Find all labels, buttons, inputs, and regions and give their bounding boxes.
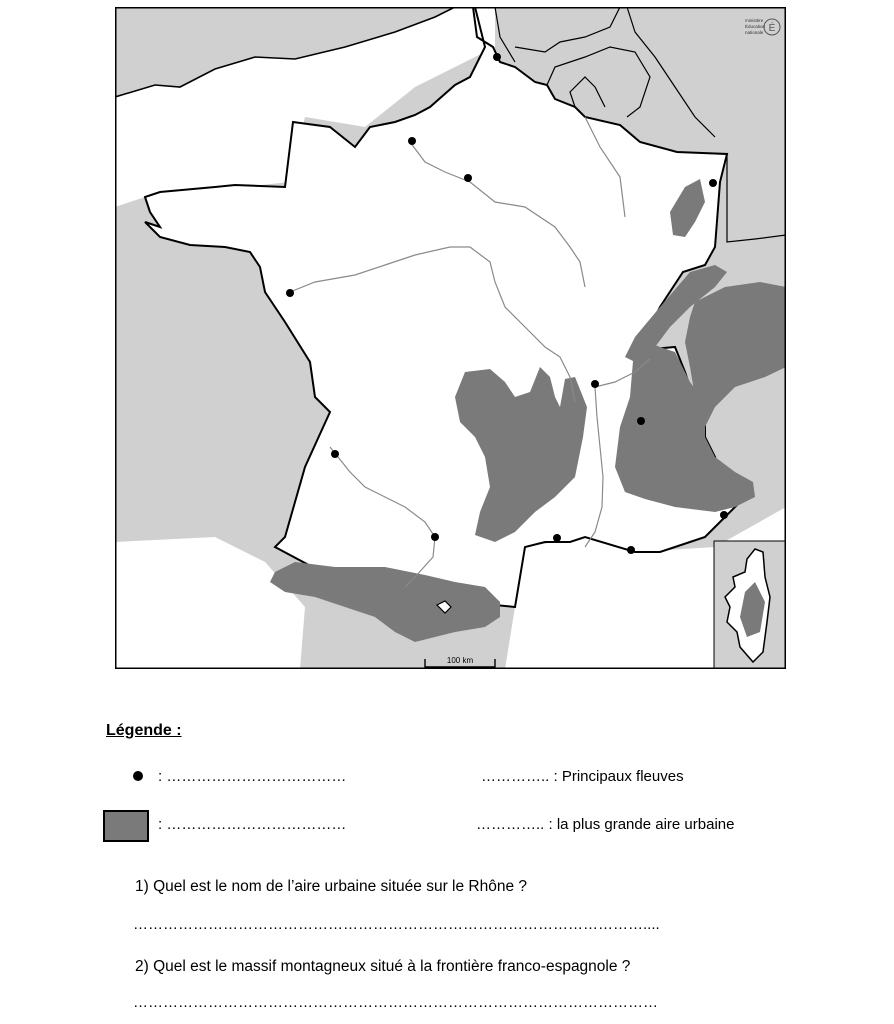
corsica-inset bbox=[714, 541, 786, 669]
city-dot-bordeaux bbox=[331, 450, 339, 458]
legend-rivers-entry: ………….. : Principaux fleuves bbox=[481, 768, 684, 785]
scale-label: 100 km bbox=[446, 656, 474, 665]
legend-dot-blank: : ……………………………… bbox=[158, 768, 347, 785]
city-dot-rouen bbox=[408, 137, 416, 145]
city-dot-nice bbox=[720, 511, 728, 519]
question-2: 2) Quel est le massif montagneux situé à la frontière franco-espagnole ? bbox=[135, 958, 631, 975]
city-dot-toulouse bbox=[431, 533, 439, 541]
city-dot-marseille bbox=[627, 546, 635, 554]
urban-area-swatch-icon bbox=[103, 810, 149, 842]
city-dot-grenoble bbox=[637, 417, 645, 425]
answer-line-1[interactable]: ………………………………………………………………………………………….... bbox=[133, 916, 660, 933]
city-dot-lyon bbox=[591, 380, 599, 388]
svg-text:Éducation: Éducation bbox=[745, 24, 766, 29]
legend-urban-entry: ………….. : la plus grande aire urbaine bbox=[476, 816, 735, 833]
svg-text:ministère: ministère bbox=[745, 18, 764, 23]
city-dot-montpellier bbox=[553, 534, 561, 542]
city-dot-nantes bbox=[286, 289, 294, 297]
city-dot-strasbourg bbox=[709, 179, 717, 187]
question-1: 1) Quel est le nom de l’aire urbaine située sur le Rhône ? bbox=[135, 878, 528, 895]
france-outline-map bbox=[115, 7, 786, 669]
answer-line-2[interactable]: …………………………………………………………………………………………… bbox=[133, 994, 658, 1011]
legend-swatch-blank: : ……………………………… bbox=[158, 816, 347, 833]
svg-text:É: É bbox=[768, 23, 776, 34]
legend-title: Légende : bbox=[106, 722, 182, 739]
svg-text:nationale: nationale bbox=[745, 30, 764, 35]
city-dot-lille bbox=[493, 53, 501, 61]
city-dot-paris bbox=[464, 174, 472, 182]
city-dot-legend-icon bbox=[133, 771, 143, 781]
